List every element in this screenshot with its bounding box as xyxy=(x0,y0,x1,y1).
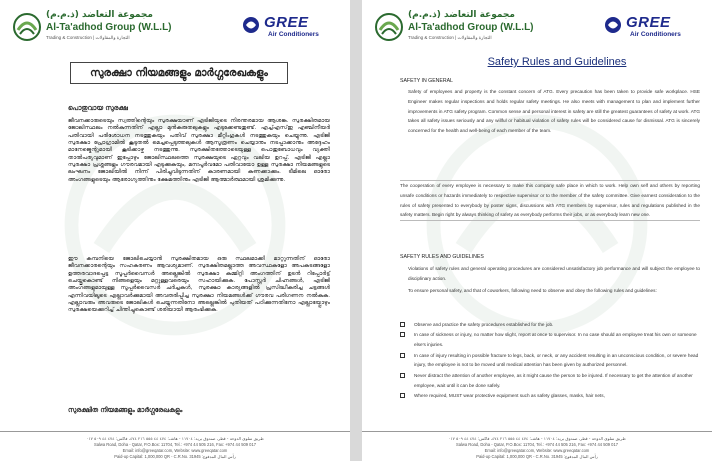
footer-address: Salwa Road, Doha - Qatar, P.O.Box: 11704, Tel.: +974 44 505 216, Fax: +974 44 509 017 xyxy=(455,442,619,447)
logo-tagline: Trading & Construction | التجارة والمقاولات xyxy=(408,35,492,40)
logo-tagline: Trading & Construction | التجارة والمقاولات xyxy=(46,35,130,40)
gree-logo-icon xyxy=(604,16,622,34)
logo-arabic-name: مجموعة التعاضد (ذ.م.م) xyxy=(46,10,153,20)
footer-contact: Email: info@greeqatar.com, Website: www.greeqatar.com xyxy=(484,448,590,453)
rule-text: In case of sickness or injury, no matter how slight, report at once to supervisor. In no case should an employee treat his own or someone else's injuries. xyxy=(414,332,697,348)
footer-capital: Paid-up Capital: 1,000,000 QR - C.R.No. 31945 :رأس المال المدفوع xyxy=(476,454,598,459)
checkbox-icon xyxy=(400,393,405,398)
footer-arabic-address: طريق سلوى الدوحة - قطر، صندوق بريد: ١١٧٠٤ - هاتف: ٤٧٤ ٤٤ ٥٥٥ ٢١٦ ٤٧٤، فاكس: ٤٧٤ ٤٤ ٥٠٩ ٠١٧ xyxy=(86,436,264,441)
page-footer xyxy=(362,431,712,461)
document-page-malayalam xyxy=(0,0,350,461)
footer-contact: Email: info@greeqatar.com, Website: www.greeqatar.com xyxy=(122,448,228,453)
list-item xyxy=(400,330,700,350)
checkbox-icon xyxy=(400,332,405,337)
section-heading-rules: സുരക്ഷിത നിയമങ്ങളും മാർഗ്ഗരേഖകളും xyxy=(68,406,183,414)
section-label-general: SAFETY IN GENERAL xyxy=(400,78,453,84)
rule-text: Where required, MUST wear protective equipment such as safety glasses, masks, hair nets, xyxy=(414,392,605,398)
logo-arabic-name: مجموعة التعاضد (ذ.م.م) xyxy=(408,10,515,20)
list-item xyxy=(400,391,700,401)
logo-english-name: Al-Ta'adhod Group (W.L.L) xyxy=(408,22,534,33)
footer-address: Salwa Road, Doha - Qatar, P.O.Box: 11704, Tel.: +974 44 505 216, Fax: +974 44 509 017 xyxy=(93,442,257,447)
company-logo xyxy=(12,10,172,44)
gree-logo xyxy=(604,14,696,42)
list-item xyxy=(400,371,700,391)
paragraph-cooperation: The cooperation of every employee is necessary to make this company safe place in which to work. Help own self and others by reporting unsafe conditions or hazards immediately to respective supervisor or to the member of the safety committee. Give earnest consideration to the rules of safety presented to everybody by poster signs, discussions with ATG members by supervisor, rules and regulations published in the safety matters. Begin right by always thinking of safety as everybody performs their jobs, or as everybody learn new one. xyxy=(400,180,700,221)
list-item xyxy=(400,351,700,371)
paragraph-violations: Violations of safety rules and general operating procedures are considered unsatisfactory job performance and will subject the employee to disciplinary action. xyxy=(408,266,700,281)
page-title: Safety Rules and Guidelines xyxy=(487,56,627,68)
gree-tagline: Air Conditioners xyxy=(630,31,681,38)
document-page-english xyxy=(362,0,712,461)
rules-list xyxy=(400,320,700,401)
gree-brand-name: GREE xyxy=(626,14,671,31)
company-logo xyxy=(374,10,534,44)
section-heading-general: പൊതുവായ സുരക്ഷ xyxy=(68,104,128,112)
page-title: സുരക്ഷാ നിയമങ്ങളും മാർഗ്ഗരേഖകളും xyxy=(90,66,268,79)
list-item xyxy=(400,320,700,330)
footer-capital: Paid-up Capital: 1,000,000 QR - C.R.No. 31945 :رأس المال المدفوع xyxy=(114,454,236,459)
page-title-box xyxy=(70,62,288,84)
gree-logo xyxy=(242,14,334,42)
section-label-rules: SAFETY RULES AND GUIDELINES xyxy=(400,254,484,260)
footer-arabic-address: طريق سلوى الدوحة - قطر، صندوق بريد: ١١٧٠٤ - هاتف: ٤٧٤ ٤٤ ٥٥٥ ٢١٦ ٤٧٤، فاكس: ٤٧٤ ٤٤ ٥٠٩ ٠١٧ xyxy=(448,436,626,441)
paragraph-cooperation: ഈ കമ്പനിയെ ജോലിചെയ്യാൻ സുരക്ഷിതമായ ഒരു സ്ഥലമാക്കി മാറ്റുന്നതിന് ഓരോ ജീവനക്കാരന്റെയും സഹകരണം ആവശ്യമാണ്. സുരക്ഷിതമല്ലാത്ത അവസ്ഥകളോ അപകടങ്ങളോ ഉത്തരവാദപ്പെട്ട സൂപ്പർവൈസർ അല്ലെങ്കിൽ സുരക്ഷാ കമ്മിറ്റി അംഗത്തിന് ഉടൻ റിപ്പോർട്ട് ചെയ്തുകൊണ്ട് നിങ്ങളെയും മറ്റുള്ളവരെയും സഹായിക്കുക. പോസ്റ്റർ ചിഹ്നങ്ങൾ, എടിജി അംഗങ്ങളുമായുള്ള സൂപ്പർവൈസർ ചർച്ചകൾ, സുരക്ഷാ കാര്യങ്ങളിൽ പ്രസിദ്ധീകരിച്ച ചട്ടങ്ങൾ എന്നിവയിലൂടെ എല്ലാവർക്കുമായി അവതരിപ്പിച്ച സുരക്ഷാ നിയമങ്ങൾക്ക് ഗൗരവ പരിഗണന നൽകുക. എല്ലാവരും അവരുടെ ജോലികൾ ചെയ്യുന്നതിനോ അല്ലെങ്കിൽ പുതിയത് പഠിക്കുന്നതിനോ എല്ലായ്പ്പോഴും സുരക്ഷയെക്കുറിച്ച് ചിന്തിച്ചുകൊണ്ട് ശരിയായി ആരംഭിക്കുക. xyxy=(68,256,330,314)
paragraph-observe-rules: To ensure personal safety, and that of coworkers, following need to observe and obey the following rules and guidelines: xyxy=(408,288,657,293)
gree-logo-icon xyxy=(242,16,260,34)
company-logo-icon xyxy=(374,12,404,42)
rule-text: Never distract the attention of another employee, as it might cause the person to be injured. If necessary to get the attention of another employee, wait until it can be done safely. xyxy=(414,372,693,388)
company-logo-icon xyxy=(12,12,42,42)
checkbox-icon xyxy=(400,373,405,378)
rule-text: In case of injury resulting in possible fracture to legs, back, or neck, or any accident resulting in an unconscious condition, or severe head injury, the employee is not to be moved until medical attention has been given by authorized personnel. xyxy=(414,352,699,368)
rule-text: Observe and practice the safety procedures established for the job. xyxy=(414,322,554,327)
logo-english-name: Al-Ta'adhod Group (W.L.L) xyxy=(46,22,172,33)
gree-tagline: Air Conditioners xyxy=(268,31,319,38)
page-footer xyxy=(0,431,350,461)
gree-brand-name: GREE xyxy=(264,14,309,31)
checkbox-icon xyxy=(400,322,405,327)
paragraph-general-safety: Safety of employees and property is the constant concern of ATG. Every precaution has been taken to provide safe workplace. HSE Engineer makes regular inspections and holds regular safety meetings. He also meets with management to plan and implement further improvements in ATG safety program. Common sense and personal interest in safety are still the greatest guarantees of safety at work. ATG takes all safety issues seriously and any willful or habitual violation of safety rules will be considered cause for dismissal. ATG is sincerely concerned for the health and well-being of each member of the team. xyxy=(408,89,700,134)
paragraph-general-safety: ജീവനക്കാരുടെയും സ്വത്തിന്റെയും സുരക്ഷയാണ് എടിജിയുടെ നിരന്തരമായ ആശങ്ക. സുരക്ഷിതമായ ജോലിസ്ഥലം നൽകുന്നതിന് എല്ലാ മുൻകരുതലുകളും എടുക്കേണ്ടതുണ്ട്. എച്ച്എസ്ഇ എഞ്ചിനീയർ പതിവായി പരിശോധന നടത്തുകയും പതിവ് സുരക്ഷാ മീറ്റിംഗുകൾ നടത്തുകയും ചെയ്യുന്നു. എടിജി സുരക്ഷാ പ്രോഗ്രാമിൽ കൂടുതൽ മെച്ചപ്പെടുത്തലുകൾ ആസൂത്രണം ചെയ്യാനും നടപ്പാക്കാനും അദ്ദേഹം മാനേജ്മെന്റുമായി കൂടിക്കാഴ്ച നടത്തുന്നു. സുരക്ഷിതത്തോടെയുള്ള പൊതുബോധവും വ്യക്തി താൽപര്യവുമാണ് ഇപ്പോഴും ജോലിസ്ഥലത്തെ സുരക്ഷയുടെ ഏറ്റവും വലിയ ഉറപ്പ്. എടിജി എല്ലാ സുരക്ഷാ പ്രശ്നങ്ങളും ഗൗരവമായി എടുക്കുകയും, മനഃപൂർവമോ പതിവായോ ഉള്ള സുരക്ഷാ നിയമങ്ങളുടെ ലംഘനം ജോലിയിൽ നിന്ന് പിരിച്ചുവിടുന്നതിന് കാരണമായി കണക്കാക്കും. ടീമിലെ ഓരോ അംഗങ്ങളുടെയും ആരോഗ്യത്തിനും ക്ഷേമത്തിനും എടിജി ആത്മാർത്ഥമായി ശ്രമിക്കുന്നു. xyxy=(68,118,330,183)
watermark-logo-icon xyxy=(422,110,652,340)
checkbox-icon xyxy=(400,353,405,358)
